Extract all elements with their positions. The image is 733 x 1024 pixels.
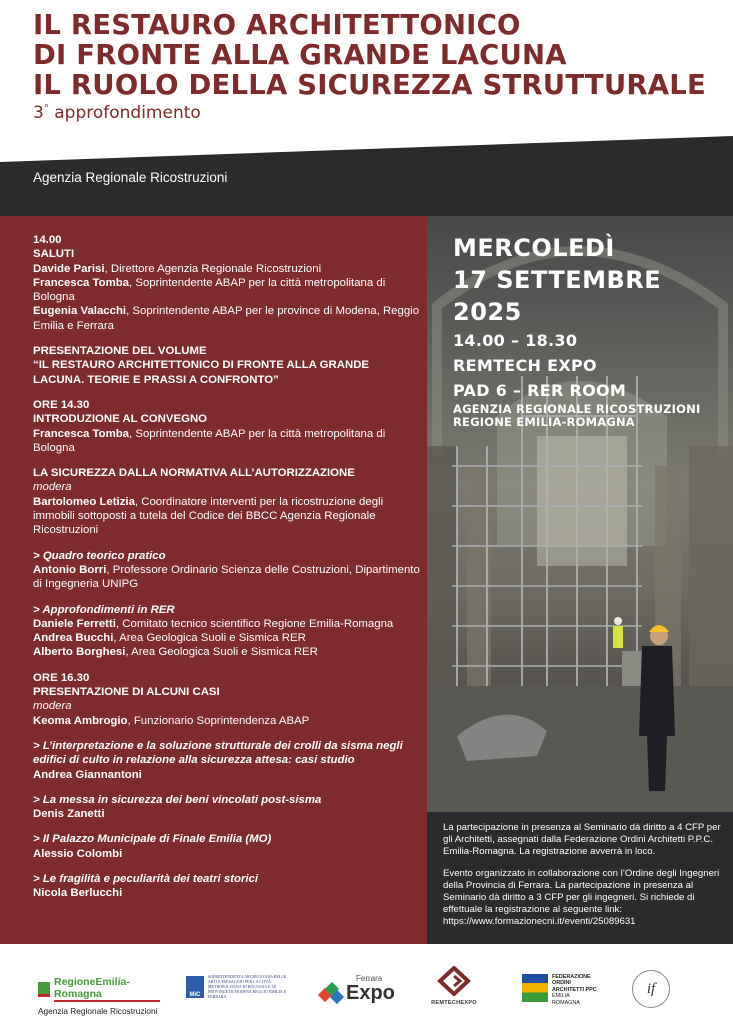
- federazione-architetti-logo: [522, 974, 602, 1006]
- talk-topic: > La messa in sicurezza dei beni vincolati post-sisma: [33, 793, 322, 806]
- logo-strip: [0, 944, 733, 1024]
- title-line-3: IL RUOLO DELLA SICUREZZA STRUTTURALE: [33, 69, 706, 101]
- session-time: ORE 14.30: [33, 398, 90, 411]
- session-introduzione: [33, 398, 423, 455]
- talk-topic: > L’interpretazione e la soluzione strutturale dei crolli da sisma negli edifici di culto in relazione alla sicurezza attesa: casi studio: [33, 739, 403, 767]
- ferrara-label: Ferrara: [356, 974, 383, 983]
- rer-flag-icon: [38, 982, 50, 997]
- federazione-line: EMILIA: [552, 993, 570, 1000]
- talk-teatri: [33, 872, 423, 901]
- talk-crolli: [33, 739, 423, 782]
- info-cfp-engineers: Evento organizzato in collaborazione con l’Ordine degli Ingegneri della Provincia di Ferrara. La partecipazione in presenza al Seminario dà diritto a 3 CFP per gli ingegneri. Si richiede di effettuale la registrazione al seguente link: https://www.formazionecni.it/eventi/25089631: [443, 868, 720, 927]
- info-cfp-architects: La partecipazione in presenza al Seminario dà diritto a 4 CFP per gli Architetti, assegnati dalla Federazione Ordini Architetti P.P.C. Emilia-Romagna. La registrazione avverrà in loco.: [443, 822, 721, 857]
- remtech-icon: [437, 966, 471, 996]
- speaker-name: Daniele Ferretti: [33, 617, 116, 630]
- event-details: [453, 232, 733, 429]
- speaker: [33, 714, 423, 728]
- speaker-name: Andrea Bucchi: [33, 632, 114, 645]
- session-time: 14.00: [33, 234, 62, 246]
- speaker: [33, 304, 423, 333]
- speaker-name: Alessio Colombi: [33, 847, 123, 860]
- session-volume: [33, 344, 423, 387]
- speaker-name: Alberto Borghesi: [33, 646, 126, 659]
- speaker-name: Eugenia Valacchi: [33, 305, 127, 318]
- session-title: INTRODUZIONE AL CONVEGNO: [33, 413, 208, 426]
- speaker-role: , Soprintendente ABAP per la città metropolitana di Bologna: [33, 427, 386, 454]
- event-date: 17 SETTEMBRE 2025: [453, 266, 662, 326]
- title-line-2: DI FRONTE ALLA GRANDE LACUNA: [33, 39, 567, 71]
- title-line-1: IL RESTAURO ARCHITETTONICO: [33, 9, 521, 41]
- subtitle-text: approfondimento: [48, 103, 201, 123]
- rer-logo-name: RegioneEmilia-Romagna: [54, 976, 160, 1002]
- info-text: [443, 822, 721, 938]
- talk-topic: > Le fragilità e peculiarità dei teatri storici: [33, 872, 259, 885]
- speaker-role: , Professore Ordinario Scienza delle Costruzioni, Dipartimento di Ingegneria UNIPG: [33, 563, 420, 591]
- speaker: [33, 617, 423, 631]
- event-organizer-2: REGIONE EMILIA-ROMAGNA: [453, 415, 635, 429]
- rer-logo-mark: [38, 976, 160, 1002]
- ferrara-expo-icon: [320, 984, 342, 1002]
- moderator-label: modera: [33, 700, 72, 713]
- program-list: [33, 233, 423, 912]
- federazione-line: ORDINI: [552, 980, 571, 987]
- speaker-role: , Comitato tecnico scientifico Regione Emilia-Romagna: [115, 617, 394, 630]
- speaker: [33, 495, 423, 538]
- speaker: [33, 427, 423, 456]
- remtech-logo: [426, 966, 482, 1010]
- mic-icon: [186, 976, 204, 998]
- session-title: LA SICUREZZA DALLA NORMATIVA ALL’AUTORIZZAZIONE: [33, 467, 355, 480]
- speaker-role: , Funzionario Soprintendenza ABAP: [127, 714, 310, 727]
- expo-label: Expo: [346, 982, 395, 1004]
- speaker-name: Keoma Ambrogio: [33, 714, 128, 727]
- ordine-ingegneri-mark: if: [646, 980, 656, 997]
- talk-topic: > Approfondimenti in RER: [33, 603, 175, 616]
- speaker-role: , Direttore Agenzia Regionale Ricostruzioni: [104, 262, 322, 275]
- speaker: [33, 631, 423, 645]
- ordine-ingegneri-logo: [632, 970, 670, 1008]
- book-title: “IL RESTAURO ARCHITETTONICO DI FRONTE ALLA GRANDE LACUNA. TEORIE E PRASSI A CONFRONTO”: [33, 359, 370, 386]
- rer-logo-subtitle: Agenzia Regionale Ricostruzioni: [38, 1006, 158, 1016]
- talk-rer: [33, 603, 423, 660]
- event-room: PAD 6 – RER ROOM: [453, 381, 627, 400]
- speaker-name: Bartolomeo Letizia: [33, 495, 135, 508]
- soprintendenza-text: SOPRINTENDENZA ARCHEOLOGIA BELLE ARTI E PAESAGGIO PER LA CITTÀ METROPOLITANA DI BOLOGNA E LE PROVINCE DI MODENA REGGIO EMILIA E FERRARA: [208, 974, 287, 999]
- talk-topic: > Quadro teorico pratico: [33, 549, 166, 562]
- ferrara-expo-logo: [320, 974, 398, 1006]
- speaker-name: Francesca Tomba: [33, 427, 130, 440]
- session-time: ORE 16.30: [33, 671, 90, 684]
- talk-quadro: [33, 549, 423, 592]
- speaker-name: Antonio Borri: [33, 563, 107, 576]
- rer-logo: [38, 976, 160, 1016]
- band-agency-label: Agenzia Regionale Ricostruzioni: [33, 170, 228, 185]
- event-day: MERCOLEDÌ: [453, 234, 615, 262]
- subtitle-degree: °: [43, 103, 49, 115]
- speaker-name: Davide Parisi: [33, 262, 105, 275]
- talk-messa-sicurezza: [33, 793, 423, 822]
- speaker: [33, 262, 423, 276]
- session-saluti: [33, 233, 423, 333]
- speaker-name: Nicola Berlucchi: [33, 887, 123, 900]
- subtitle: [33, 103, 713, 123]
- speaker-role: , Coordinatore interventi per la ricostruzione degli immobili sottoposti a tutela del Codice dei BBCC Agenzia Regionale Ricostruzioni: [33, 495, 384, 537]
- speaker-name: Andrea Giannantoni: [33, 768, 142, 781]
- event-time: 14.00 – 18.30: [453, 331, 578, 350]
- speaker-role: , Area Geologica Suoli e Sismica RER: [113, 632, 306, 645]
- speaker: [33, 563, 423, 592]
- subtitle-number: 3: [33, 103, 44, 123]
- moderator-label: modera: [33, 481, 72, 494]
- speaker-name: Denis Zanetti: [33, 808, 105, 821]
- speaker-role: , Soprintendente ABAP per le province di Modena, Reggio Emilia e Ferrara: [33, 305, 420, 332]
- mic-text: MiC: [189, 991, 201, 998]
- federazione-line: FEDERAZIONE: [552, 974, 591, 980]
- remtech-label: REMTECHEXPO: [431, 1000, 477, 1006]
- event-organizer-1: AGENZIA REGIONALE RICOSTRUZIONI: [453, 402, 701, 416]
- session-casi: [33, 671, 423, 728]
- speaker: [33, 645, 423, 659]
- federazione-flag-icon: [522, 974, 548, 1002]
- speaker-role: , Soprintendente ABAP per la città metropolitana di Bologna: [33, 276, 386, 304]
- header: [33, 10, 713, 123]
- soprintendenza-logo: [186, 974, 294, 999]
- speaker: [33, 276, 423, 305]
- federazione-text: [552, 974, 597, 1006]
- event-venue: REMTECH EXPO: [453, 356, 597, 375]
- session-title: PRESENTAZIONE DI ALCUNI CASI: [33, 686, 220, 699]
- federazione-line: ARCHITETTI PPC: [552, 986, 597, 993]
- speaker-role: , Area Geologica Suoli e Sismica RER: [125, 646, 318, 659]
- talk-palazzo: [33, 832, 423, 861]
- session-sicurezza: [33, 466, 423, 537]
- talk-topic: > Il Palazzo Municipale di Finale Emilia (MO): [33, 833, 272, 846]
- speaker-name: Francesca Tomba: [33, 276, 130, 289]
- session-title: SALUTI: [33, 248, 75, 261]
- session-title: PRESENTAZIONE DEL VOLUME: [33, 345, 207, 358]
- federazione-line: ROMAGNA: [552, 999, 580, 1006]
